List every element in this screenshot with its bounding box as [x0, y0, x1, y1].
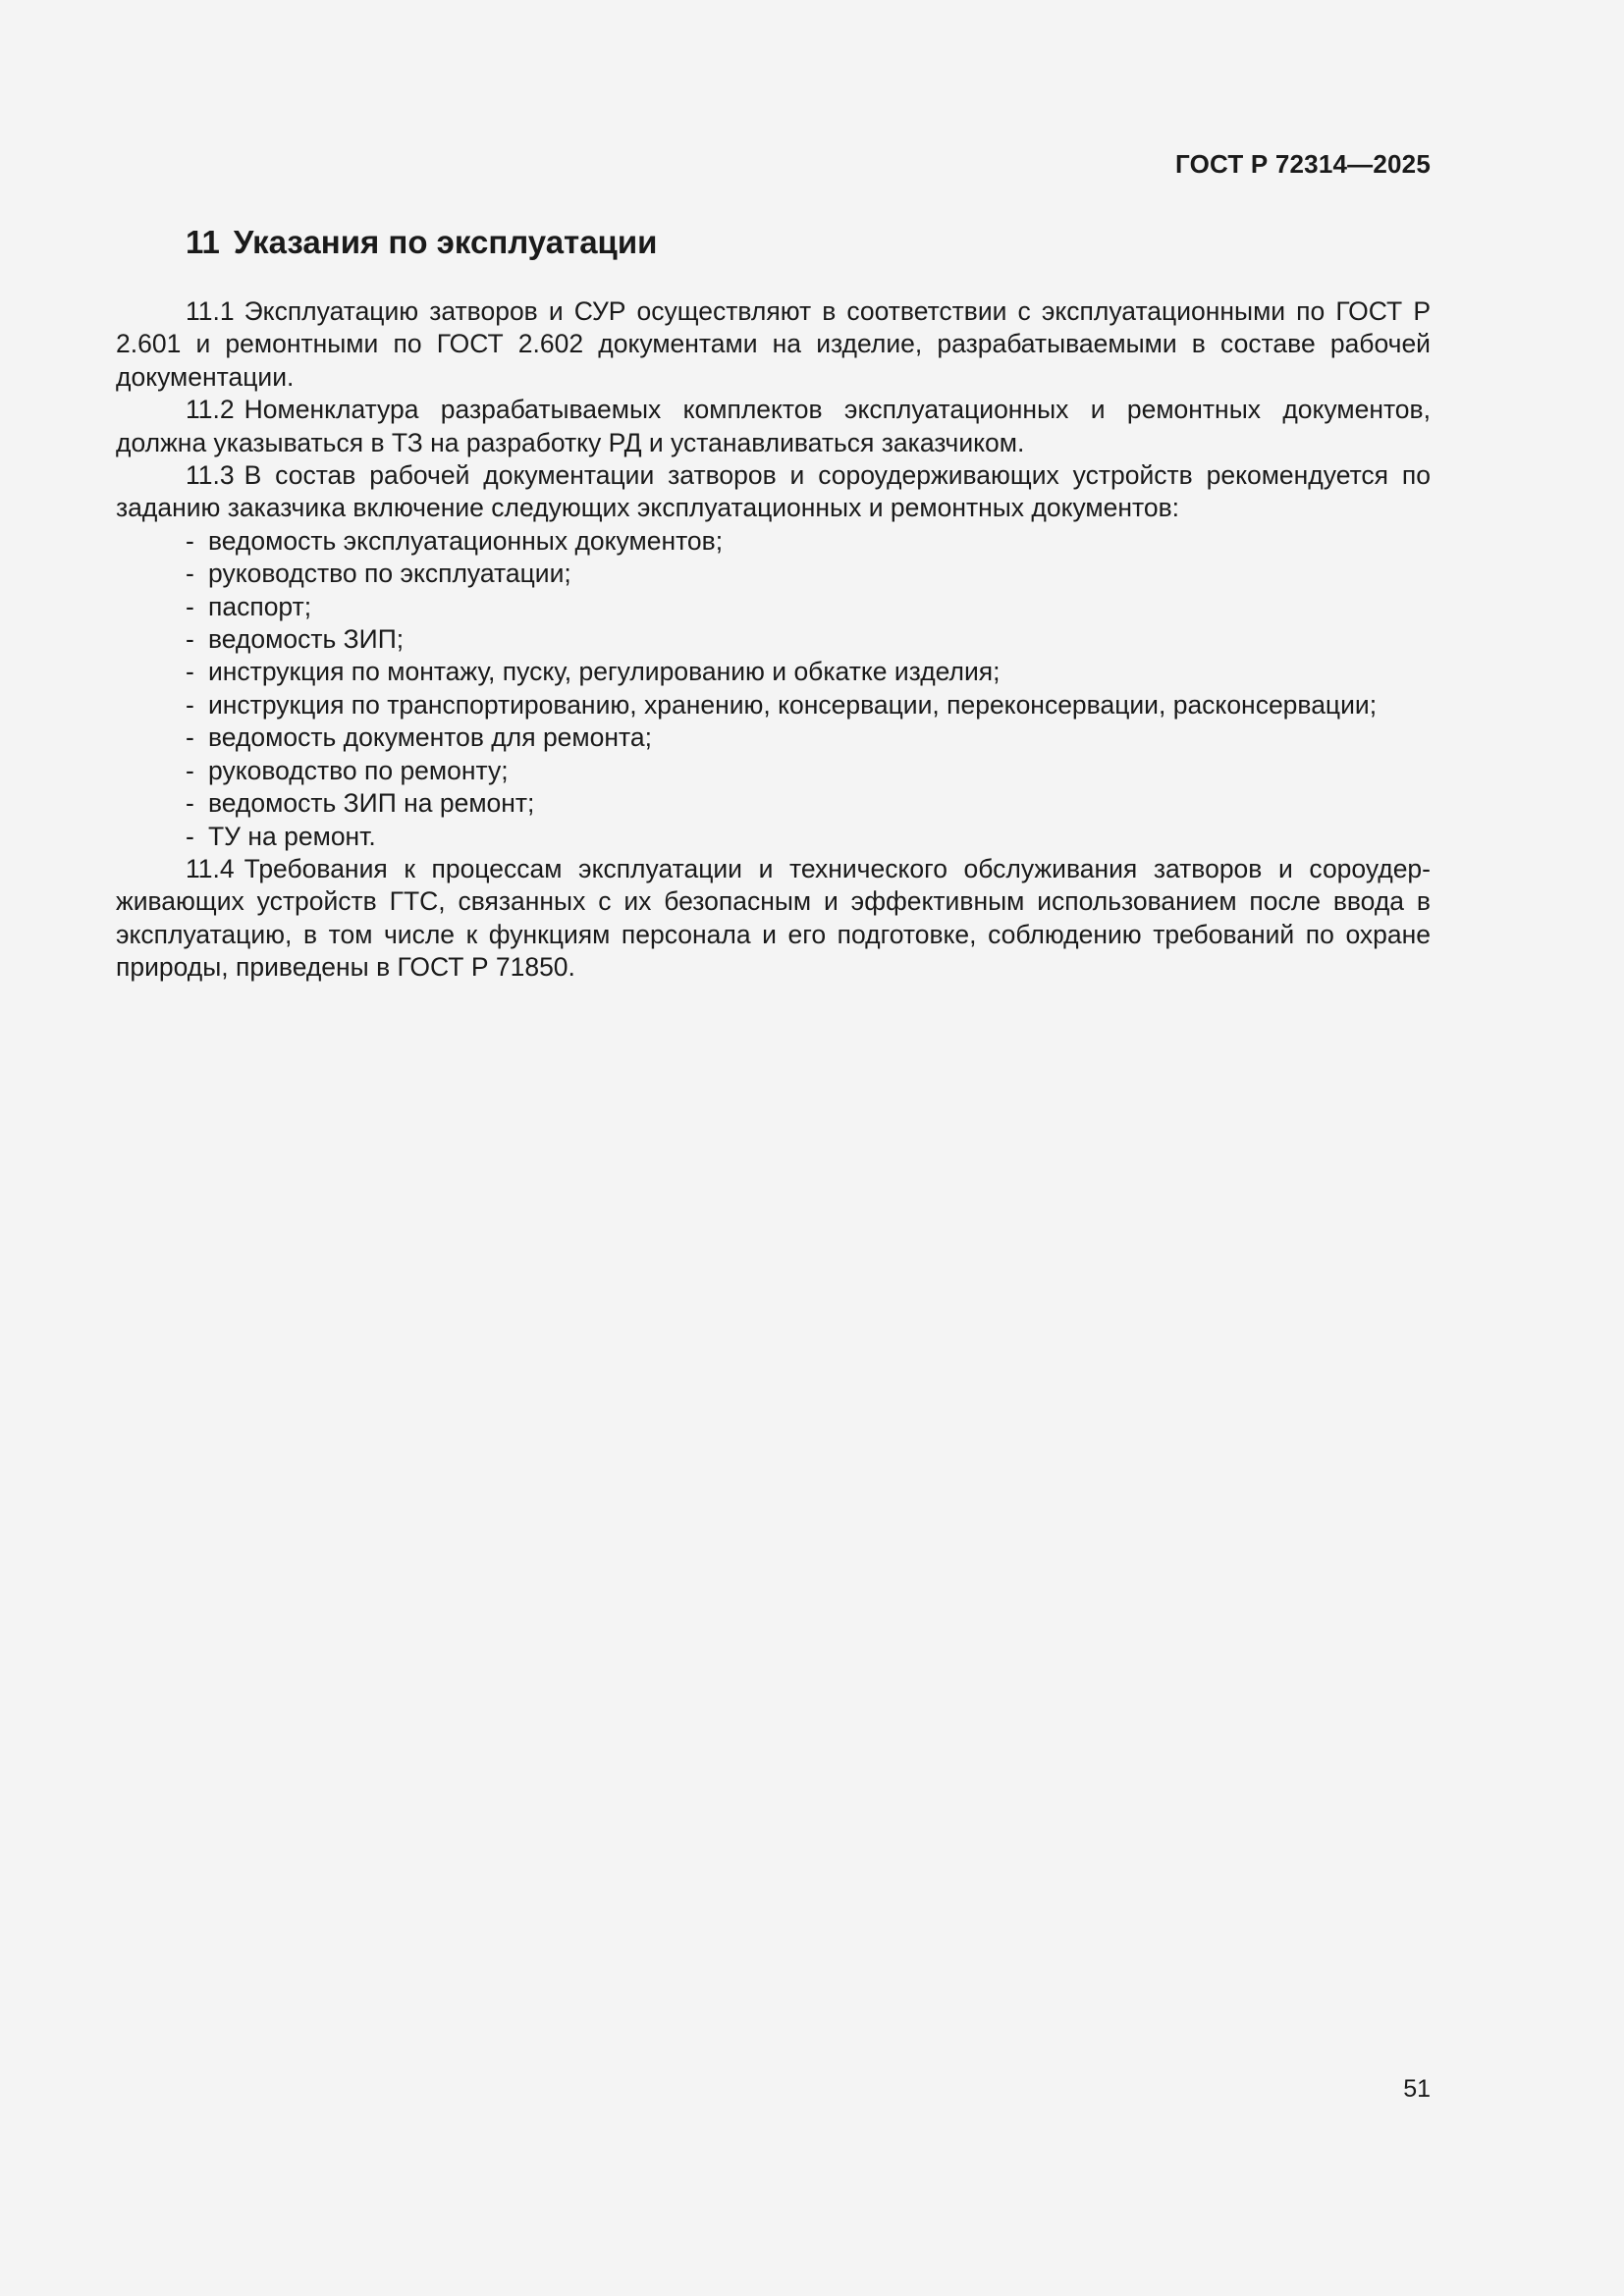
document-page [116, 0, 1431, 2296]
paragraph-text: Номенклатура разрабатываемых комплектов эксплуатационных и ремонтных документов, должна указываться в ТЗ на разработку РД и устанавливаться заказчиком. [116, 395, 1431, 457]
list-dash: - [186, 591, 194, 621]
paragraph-number: 11.4 [186, 853, 235, 883]
list-dash: - [186, 525, 194, 556]
paragraph-number: 11.3 [186, 460, 235, 491]
section-body [116, 295, 1431, 985]
list-dash: - [186, 657, 194, 687]
list-item [116, 821, 1431, 853]
paragraph-11-4 [116, 853, 1431, 985]
list-item-text: руководство по эксплуатации; [208, 559, 571, 589]
section-title-text: Указания по эксплуатации [233, 224, 658, 260]
list-item [116, 755, 1431, 787]
list-dash: - [186, 624, 194, 655]
paragraph-number: 11.2 [186, 395, 235, 425]
list-item [116, 525, 1431, 558]
paragraph-11-2 [116, 394, 1431, 459]
list-dash: - [186, 755, 194, 785]
list-item-text: паспорт; [208, 591, 312, 621]
paragraph-11-3 [116, 459, 1431, 525]
documents-list [116, 525, 1431, 853]
list-item [116, 591, 1431, 623]
list-item [116, 558, 1431, 590]
list-item [116, 721, 1431, 754]
list-dash: - [186, 689, 194, 720]
page-number: 51 [1403, 2075, 1431, 2103]
list-item-text: ТУ на ремонт. [208, 821, 376, 851]
list-item [116, 656, 1431, 688]
list-item-text: руководство по ремонту; [208, 755, 509, 785]
paragraph-text: В состав рабочей документации затворов и сороудерживающих устройств рекомендуется по заданию заказчика включение следующих эксплуатационных и ремонтных документов: [116, 460, 1431, 523]
paragraph-number: 11.1 [186, 296, 235, 326]
list-dash: - [186, 722, 194, 753]
paragraph-11-1 [116, 295, 1431, 394]
list-dash: - [186, 559, 194, 589]
list-item-text: ведомость ЗИП; [208, 624, 405, 655]
document-code-header: ГОСТ Р 72314—2025 [1175, 149, 1431, 179]
list-dash: - [186, 821, 194, 851]
list-dash: - [186, 788, 194, 819]
paragraph-text: Эксплуатацию затворов и СУР осуществляют в соответствии с эксплуатационными по ГОСТ Р 2.601 и ремонтными по ГОСТ 2.602 документами на изделие, разрабатываемыми в составе рабочей документации. [116, 296, 1431, 392]
list-item [116, 623, 1431, 656]
list-item-text: ведомость эксплуатационных документов; [208, 525, 724, 556]
list-item-text: инструкция по транспортированию, хранению, консервации, переконсервации, расконсервации; [208, 689, 1378, 720]
list-item [116, 689, 1431, 721]
list-item-text: ведомость документов для ремонта; [208, 722, 652, 753]
list-item-text: ведомость ЗИП на ремонт; [208, 788, 535, 819]
section-number: 11 [186, 224, 220, 260]
paragraph-text: Требования к процессам эксплуатации и технического обслуживания затворов и сороудерживающих устройств ГТС, связанных с их безопасным и эффективным использованием после ввода в эксплуатацию, в том числе к функциям персонала и его подготовке, соблюдению требований по охране природы, приведены в ГОСТ Р 71850. [116, 853, 1431, 983]
section-title [186, 221, 657, 264]
list-item-text: инструкция по монтажу, пуску, регулированию и обкатке изделия; [208, 657, 1001, 687]
list-item [116, 787, 1431, 820]
